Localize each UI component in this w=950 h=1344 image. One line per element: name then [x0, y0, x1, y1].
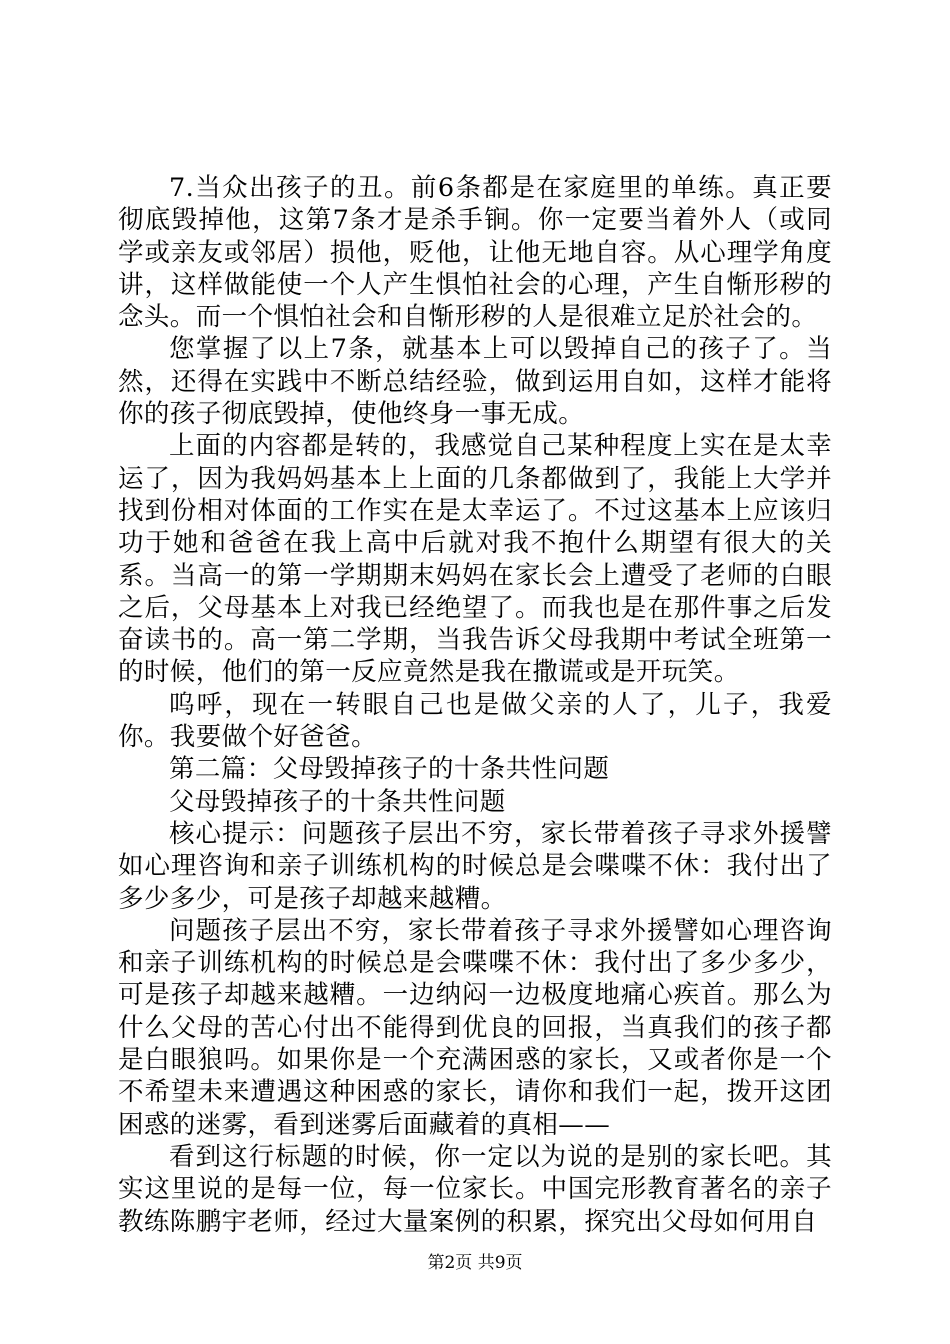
paragraph-3: 上面的内容都是转的，我感觉自己某种程度上实在是太幸运了，因为我妈妈基本上上面的几条都做到了，我能上大学并找到份相对体面的工作实在是太幸运了。不过这基本上应该归功于她和爸爸在我上高中后就对我不抱什么期望有很大的关系。当高一的第一学期期末妈妈在家长会上遭受了老师的白眼之后，父母基本上对我已经绝望了。而我也是在那件事之后发奋读书的。高一第二学期，当我告诉父母我期中考试全班第一的时候，他们的第一反应竟然是我在撒谎或是开玩笑。: [118, 431, 832, 688]
paragraph-4: 呜呼，现在一转眼自己也是做父亲的人了，儿子，我爱你。我要做个好爸爸。: [118, 689, 832, 753]
section-title: 父母毁掉孩子的十条共性问题: [169, 786, 506, 817]
paragraph-summary: 核心提示：问题孩子层出不穷，家长带着孩子寻求外援譬如心理咨询和亲子训练机构的时候总是会喋喋不休：我付出了多少多少，可是孩子却越来越糟。: [118, 818, 832, 914]
paragraph-2: 您掌握了以上7条，就基本上可以毁掉自己的孩子了。当然，还得在实践中不断总结经验，做到运用自如，这样才能将你的孩子彻底毁掉，使他终身一事无成。: [118, 334, 832, 430]
paragraph-1: 7.当众出孩子的丑。前6条都是在家庭里的单练。真正要彻底毁掉他，这第7条才是杀手锏。你一定要当着外人（或同学或亲友或邻居）损他，贬他，让他无地自容。从心理学角度讲，这样做能使一个人产生惧怕社会的心理，产生自惭形秽的念头。而一个惧怕社会和自惭形秽的人是很难立足於社会的。: [118, 173, 832, 333]
paragraph-6: 看到这行标题的时候，你一定以为说的是别的家长吧。其实这里说的是每一位，每一位家长。中国完形教育著名的亲子教练陈鹏宇老师，经过大量案例的积累，探究出父母如何用自: [118, 1141, 832, 1237]
section-heading: 第二篇：父母毁掉孩子的十条共性问题: [169, 754, 610, 785]
page-footer: 第2页 共9页: [427, 1253, 523, 1273]
paragraph-5: 问题孩子层出不穷，家长带着孩子寻求外援譬如心理咨询和亲子训练机构的时候总是会喋喋不休：我付出了多少多少，可是孩子却越来越糟。一边纳闷一边极度地痛心疾首。那么为什么父母的苦心付出不能得到优良的回报，当真我们的孩子都是白眼狼吗。如果你是一个充满困惑的家长，又或者你是一个不希望未来遭遇这种困惑的家长，请你和我们一起，拨开这团困惑的迷雾，看到迷雾后面藏着的真相——: [118, 915, 832, 1140]
document-body: [118, 172, 832, 1238]
